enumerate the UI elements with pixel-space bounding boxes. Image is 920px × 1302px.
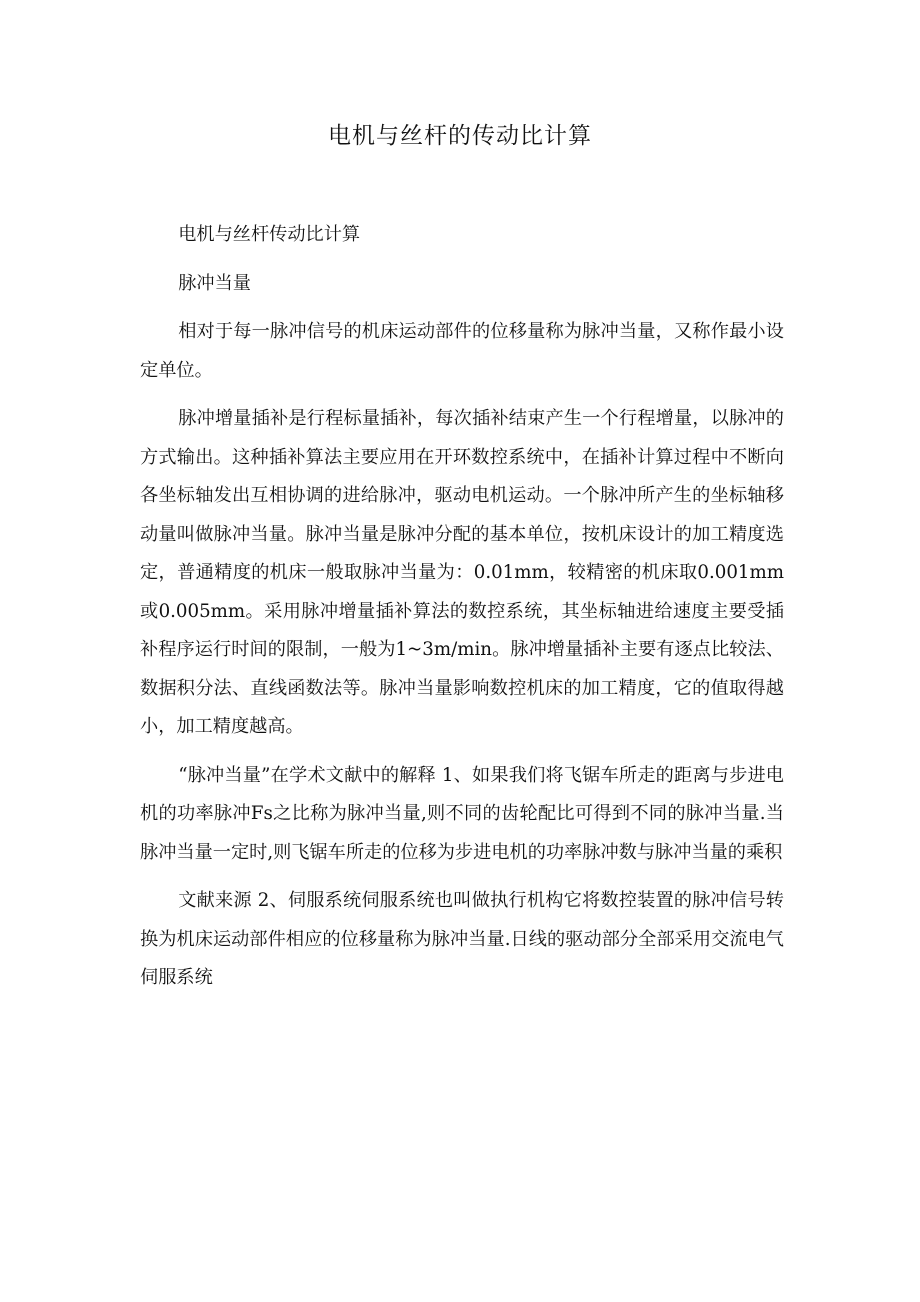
- section-heading-ratio: 电机与丝杆传动比计算: [178, 224, 361, 245]
- document-body: [140, 216, 784, 1008]
- document-title: 电机与丝杆的传动比计算: [328, 123, 592, 149]
- paragraph-source-servo: 文献来源 2、伺服系统伺服系统也叫做执行机构它将数控装置的脉冲信号转换为机床运动部件相应的位移量称为脉冲当量.日线的驱动部分全部采用交流电气伺服系统: [140, 890, 784, 988]
- section-heading-pulse-equivalent: 脉冲当量: [178, 272, 251, 294]
- paragraph-interpolation: 脉冲增量插补是行程标量插补，每次插补结束产生一个行程增量，以脉冲的方式输出。这种插补算法主要应用在开环数控系统中，在插补计算过程中不断向各坐标轴发出互相协调的进给脉冲，驱动电机运动。一个脉冲所产生的坐标轴移动量叫做脉冲当量。脉冲当量是脉冲分配的基本单位，按机床设计的加工精度选定，普通精度的机床一般取脉冲当量为：0.01mm，较精密的机床取0.001mm或0.005mm。采用脉冲增量插补算法的数控系统，其坐标轴进给速度主要受插补程序运行时间的限制，一般为1~3m/min。脉冲增量插补主要有逐点比较法、数据积分法、直线函数法等。脉冲当量影响数控机床的加工精度，它的值取得越小，加工精度越高。: [140, 408, 784, 737]
- paragraph-definition: 相对于每一脉冲信号的机床运动部件的位移量称为脉冲当量，又称作最小设定单位。: [140, 321, 784, 381]
- paragraph-academic-explanation: “脉冲当量”在学术文献中的解释 1、如果我们将飞锯车所走的距离与步进电机的功率脉冲Fs之比称为脉冲当量,则不同的齿轮配比可得到不同的脉冲当量.当脉冲当量一定时,则飞锯车所走的位移为步进电机的功率脉冲数与脉冲当量的乘积: [140, 764, 784, 863]
